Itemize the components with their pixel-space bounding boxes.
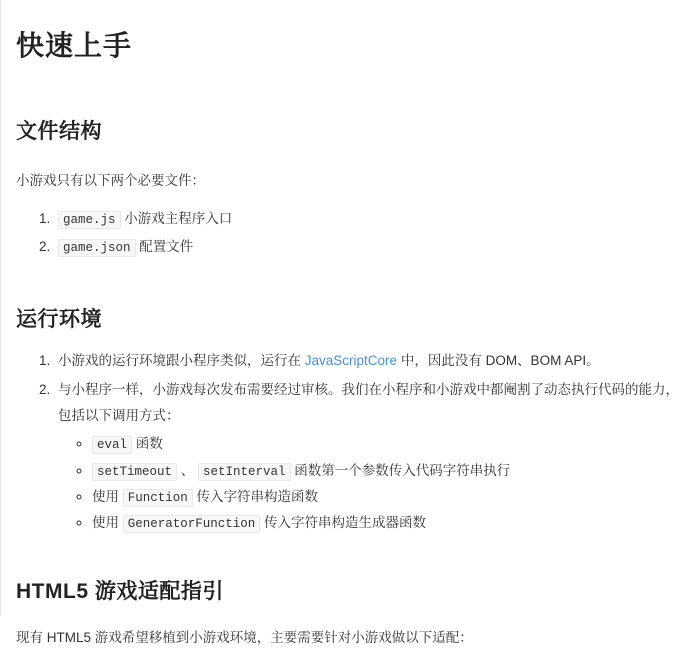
section-file-structure — [16, 117, 679, 261]
code-settimeout: setTimeout — [92, 463, 177, 481]
subitem-prefix: 使用 — [92, 515, 123, 531]
left-margin-rule — [0, 0, 1, 616]
runtime-item1-before: 小游戏的运行环境跟小程序类似，运行在 — [58, 353, 305, 369]
list-item — [92, 510, 679, 536]
runtime-list — [16, 348, 679, 536]
runtime-item2-text: 与小程序一样，小游戏每次发布需要经过审核。我们在小程序和小游戏中都阉割了动态执行代码的能力，包括以下调用方式： — [58, 381, 679, 423]
list-item — [92, 431, 679, 457]
subitem-suffix: 函数 — [132, 436, 163, 452]
code-eval: eval — [92, 436, 132, 454]
subitem-prefix: 使用 — [92, 488, 123, 504]
subitem-suffix: 传入字符串构造函数 — [192, 488, 319, 504]
javascriptcore-link[interactable]: JavaScriptCore — [304, 353, 398, 369]
page-title: 快速上手 — [16, 30, 133, 61]
list-item-label: 小游戏主程序入口 — [124, 210, 233, 226]
html5-intro: 现有 HTML5 游戏希望移植到小游戏环境，主要需要针对小游戏做以下适配： — [16, 630, 473, 646]
section-heading-runtime: 运行环境 — [16, 307, 102, 331]
list-item — [54, 233, 679, 261]
subitem-suffix: 传入字符串构造生成器函数 — [260, 515, 427, 531]
list-item — [54, 205, 679, 233]
section-runtime-environment — [16, 305, 679, 537]
section-heading-file-structure: 文件结构 — [16, 120, 102, 144]
list-item — [92, 484, 679, 510]
section-heading-html5: HTML5 游戏适配指引 — [16, 579, 224, 603]
list-item — [92, 458, 679, 484]
code-game-json: game.json — [58, 239, 136, 257]
list-item — [54, 348, 679, 374]
file-structure-intro: 小游戏只有以下两个必要文件： — [16, 172, 205, 188]
code-game-js: game.js — [58, 211, 121, 229]
code-generatorfunction: GeneratorFunction — [123, 515, 261, 533]
file-structure-list — [16, 205, 679, 261]
code-function: Function — [123, 489, 193, 507]
code-setinterval: setInterval — [198, 463, 291, 481]
subitem-mid: 、 — [177, 462, 199, 478]
runtime-sublist — [58, 431, 679, 537]
section-html5-guide — [16, 577, 679, 650]
runtime-item1-after: 中，因此没有 DOM、BOM API。 — [397, 353, 600, 369]
subitem-suffix: 函数第一个参数传入代码字符串执行 — [290, 462, 511, 478]
list-item — [54, 377, 679, 537]
list-item-label: 配置文件 — [139, 238, 194, 254]
